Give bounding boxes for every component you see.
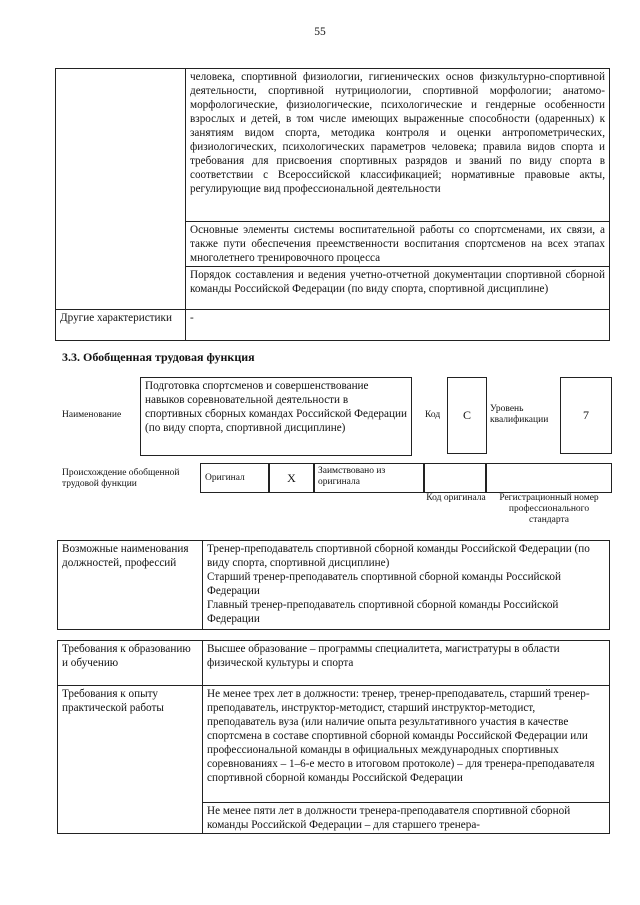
function-name-value: Подготовка спортсменов и совершенствование навыков соревновательной деятельности в спортивных сборных командах Российской Федерации (по виду спорта, спортивной дисциплине) <box>145 380 407 434</box>
requirements-table <box>57 640 610 834</box>
knowledge-table <box>55 68 610 341</box>
level-value-box <box>560 377 612 454</box>
experience-label: Требования к опыту практической работы <box>58 686 203 834</box>
borrowed-label: Заимствовано из оригинала <box>318 466 386 487</box>
knowledge-cell-3: Порядок составления и ведения учетно-отчетной документации спортивной сборной команды Российской Федерации (по виду спорта, спортивной дисциплине) <box>186 267 610 310</box>
position-item: Тренер-преподаватель спортивной сборной команды Российской Федерации (по виду спорта, спортивной дисциплине) <box>207 543 590 569</box>
code-value: C <box>462 408 471 422</box>
name-label: Наименование <box>62 410 122 420</box>
borrowed-cell <box>313 463 425 493</box>
experience-value-1: Не менее трех лет в должности: тренер, тренер-преподаватель, старший тренер-преподаватель, инструктор-методист, старший инструктор-методист, преподаватель вуза (или наличие опыта результативного участия в качестве спортсмена в составе спортивной сборной команды Российской Федерации или профессиональной команды в официальных международных спортивных соревнованиях – 1–6-е место в итоговом протоколе) – для тренера-преподавателя спортивной сборной команды Российской Федерации <box>203 686 610 803</box>
original-cell <box>200 463 270 493</box>
original-mark: X <box>287 471 296 485</box>
other-characteristics-value: - <box>186 310 610 341</box>
positions-label: Возможные наименования должностей, профессий <box>58 541 203 630</box>
level-value: 7 <box>583 408 589 422</box>
level-label: Уровень квалификации <box>490 404 549 425</box>
education-value: Высшее образование – программы специалитета, магистратуры в области физической культуры и спорта <box>203 641 610 686</box>
page-number: 55 <box>314 26 326 38</box>
reg-number-cell <box>485 463 612 493</box>
code-original-cell <box>423 463 487 493</box>
positions-table <box>57 540 610 630</box>
position-item: Главный тренер-преподаватель спортивной сборной команды Российской Федерации <box>207 599 559 625</box>
code-original-caption: Код оригинала <box>426 493 486 503</box>
original-label: Оригинал <box>205 473 245 483</box>
knowledge-cell-2: Основные элементы системы воспитательной работы со спортсменами, их связи, а также пути обеспечения преемственности воспитания спортсменов на всех этапах многолетнего тренировочного процесса <box>186 222 610 267</box>
function-name-box <box>140 377 412 456</box>
other-characteristics-label: Другие характеристики <box>56 310 186 341</box>
experience-value-2: Не менее пяти лет в должности тренера-преподавателя спортивной сборной команды Российской Федерации – для старшего тренера- <box>203 803 610 834</box>
positions-list <box>203 541 610 630</box>
education-label: Требования к образованию и обучению <box>58 641 203 686</box>
origin-label: Происхождение обобщенной трудовой функции <box>62 468 180 489</box>
knowledge-cell-1: человека, спортивной физиологии, гигиенических основ физкультурно-спортивной деятельности, спортивной нутрициологии, спортивной морфологии; анатомо-морфологические, физиологические, психологические и гендерные особенности взрослых и детей, в том числе имеющих выраженные способности (одаренных) к занятиям видом спорта, методика контроля и оценки антропометрических, физиологических, психологических параметров человека; правила видов спорта и требования для присвоения спортивных разрядов и званий по виду спорта в соответствии с Всероссийской классификацией; нормативные правовые акты, регулирующие вид профессиональной деятельности <box>186 69 610 222</box>
position-item: Старший тренер-преподаватель спортивной сборной команды Российской Федерации <box>207 571 561 597</box>
original-mark-cell <box>268 463 315 493</box>
reg-number-caption: Регистрационный номер профессионального стандарта <box>499 493 599 525</box>
code-label: Код <box>425 410 441 420</box>
section-heading: 3.3. Обобщенная трудовая функция <box>62 350 255 364</box>
code-value-box <box>447 377 487 454</box>
empty-label-cell <box>56 69 186 310</box>
